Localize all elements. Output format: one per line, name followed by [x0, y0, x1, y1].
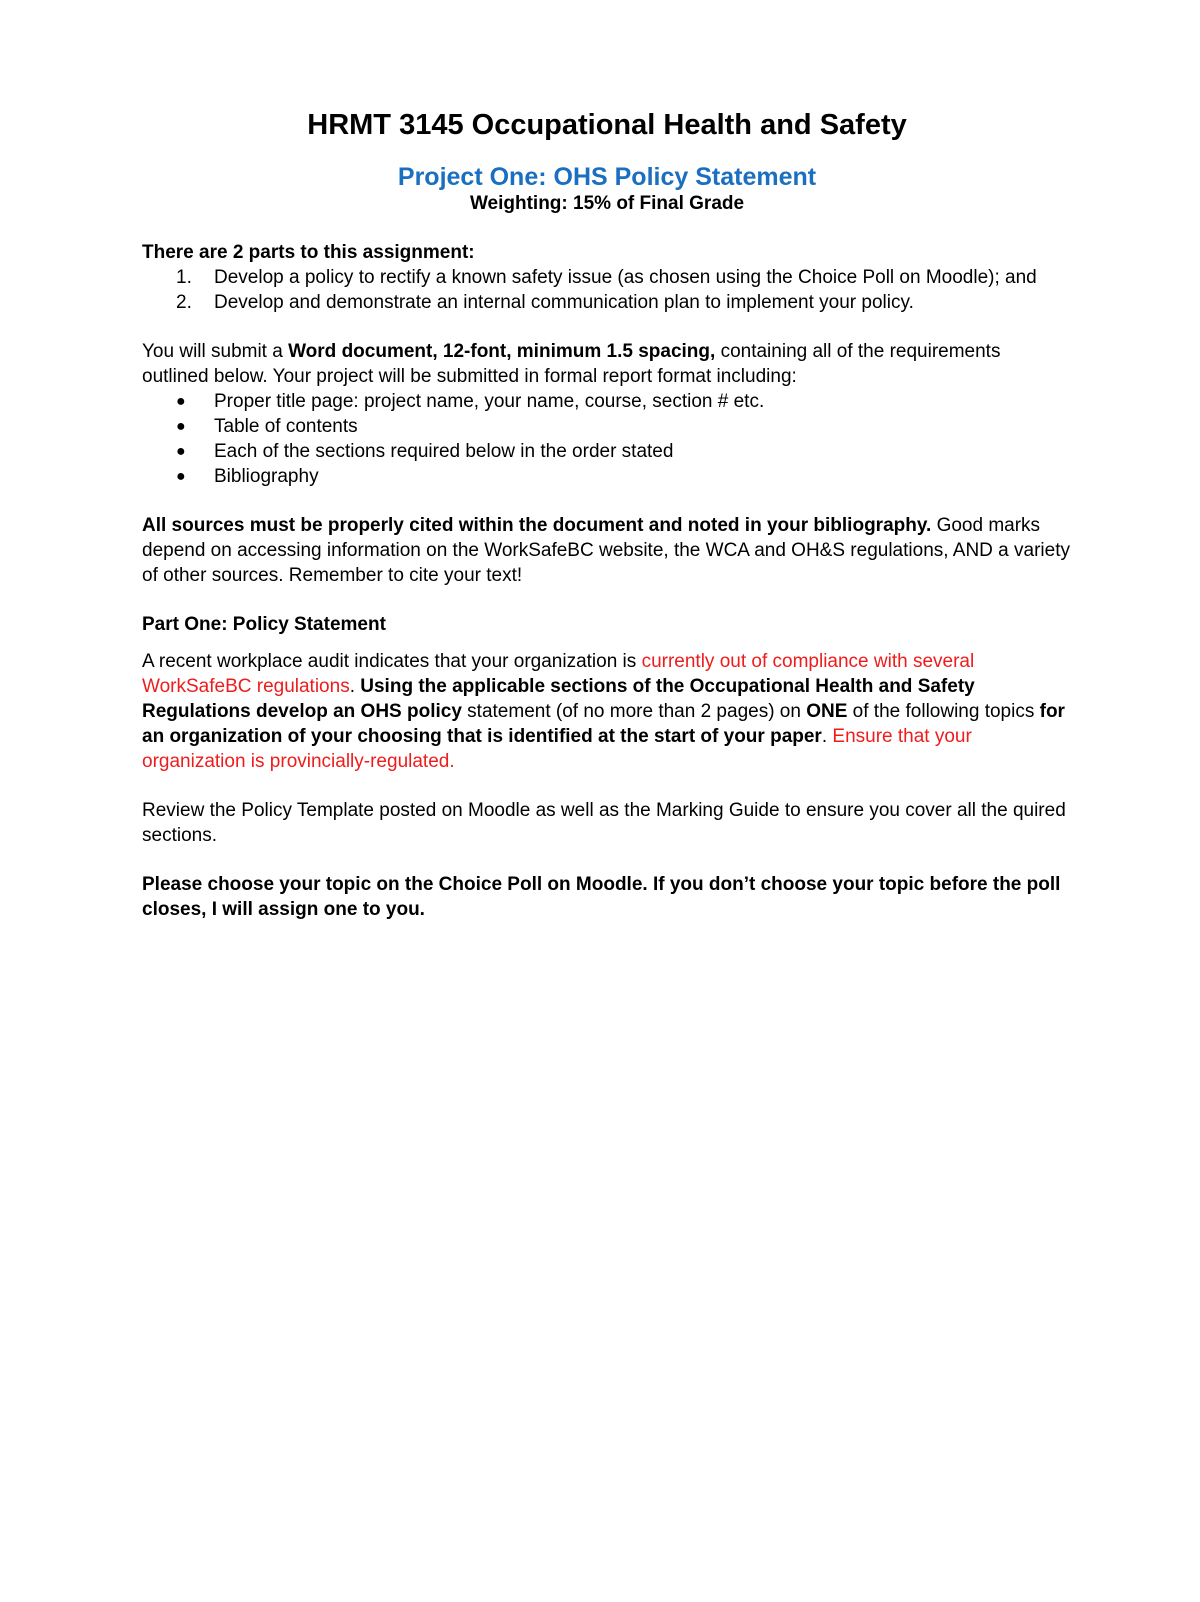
list-item: [142, 389, 1072, 414]
list-item-text: Each of the sections required below in the order stated: [214, 441, 674, 462]
bullet-icon: ●: [176, 418, 186, 435]
list-item: [142, 414, 1072, 439]
requirements-list: [142, 389, 1072, 489]
list-item: [142, 439, 1072, 464]
spacer: [142, 637, 1072, 649]
audit-instruction: Using the applicable sections of the Occupational Health and Safety Regulations develop an OHS policy: [142, 676, 975, 722]
list-item-text: Develop a policy to rectify a known safety issue (as chosen using the Choice Poll on Moodle); and: [214, 267, 1037, 288]
submit-post: containing all of the requirements outlined below. Your project will be submitted in formal report format including:: [142, 341, 1001, 387]
spacer: [142, 489, 1072, 513]
list-item-text: Proper title page: project name, your name, course, section # etc.: [214, 391, 765, 412]
document-title: HRMT 3145 Occupational Health and Safety: [307, 109, 907, 141]
spacer: [142, 588, 1072, 612]
audit-paragraph: [142, 649, 1072, 774]
sources-text: Good marks depend on accessing information on the WorkSafeBC website, the WCA and OH&S regulations, AND a variety of other sources. Remember to cite your text!: [142, 515, 1070, 586]
part-one-heading: Part One: Policy Statement: [142, 614, 386, 635]
submit-pre: You will submit a: [142, 341, 289, 362]
audit-text: of the following topics: [847, 701, 1040, 722]
document-content: [142, 108, 1072, 922]
list-item: [142, 464, 1072, 489]
submit-format: Word document, 12-font, minimum 1.5 spacing,: [288, 341, 716, 362]
weighting-line: Weighting: 15% of Final Grade: [469, 193, 745, 214]
review-paragraph: Review the Policy Template posted on Moodle as well as the Marking Guide to ensure you cover all the quired sections.: [142, 800, 1066, 846]
audit-text: A recent workplace audit indicates that your organization is: [142, 651, 642, 672]
list-item: [142, 265, 1072, 290]
bullet-icon: ●: [176, 468, 186, 485]
list-item-text: Bibliography: [214, 466, 319, 487]
audit-text: .: [821, 726, 833, 747]
bullet-icon: ●: [176, 393, 186, 410]
audit-text: statement (of no more than 2 pages) on: [461, 701, 807, 722]
sources-requirement: All sources must be properly cited within the document and noted in your bibliography.: [142, 515, 932, 536]
submit-paragraph: [142, 339, 1072, 389]
sources-paragraph: [142, 513, 1072, 588]
list-number: 1.: [176, 267, 192, 288]
choose-topic-paragraph: Please choose your topic on the Choice Poll on Moodle. If you don’t choose your topic before the poll closes, I will assign one to you.: [142, 874, 1061, 920]
audit-provincial-emphasis: Ensure that your organization is provincially-regulated.: [142, 726, 972, 772]
audit-organization: for an organization of your choosing that is identified at the start of your paper: [142, 701, 1065, 747]
bullet-icon: ●: [176, 443, 186, 460]
list-item-text: Table of contents: [214, 416, 358, 437]
spacer: [142, 774, 1072, 798]
list-number: 2.: [176, 292, 192, 313]
project-subtitle: Project One: OHS Policy Statement: [397, 163, 817, 191]
list-item-text: Develop and demonstrate an internal communication plan to implement your policy.: [214, 292, 914, 313]
audit-compliance-emphasis: currently out of compliance with several WorkSafeBC regulations: [142, 651, 975, 697]
spacer: [142, 848, 1072, 872]
audit-one: ONE: [806, 701, 848, 722]
spacer: [142, 216, 1072, 240]
parts-list: [142, 265, 1072, 315]
list-item: [142, 290, 1072, 315]
spacer: [142, 315, 1072, 339]
parts-intro: There are 2 parts to this assignment:: [142, 242, 475, 263]
audit-text: .: [349, 676, 361, 697]
